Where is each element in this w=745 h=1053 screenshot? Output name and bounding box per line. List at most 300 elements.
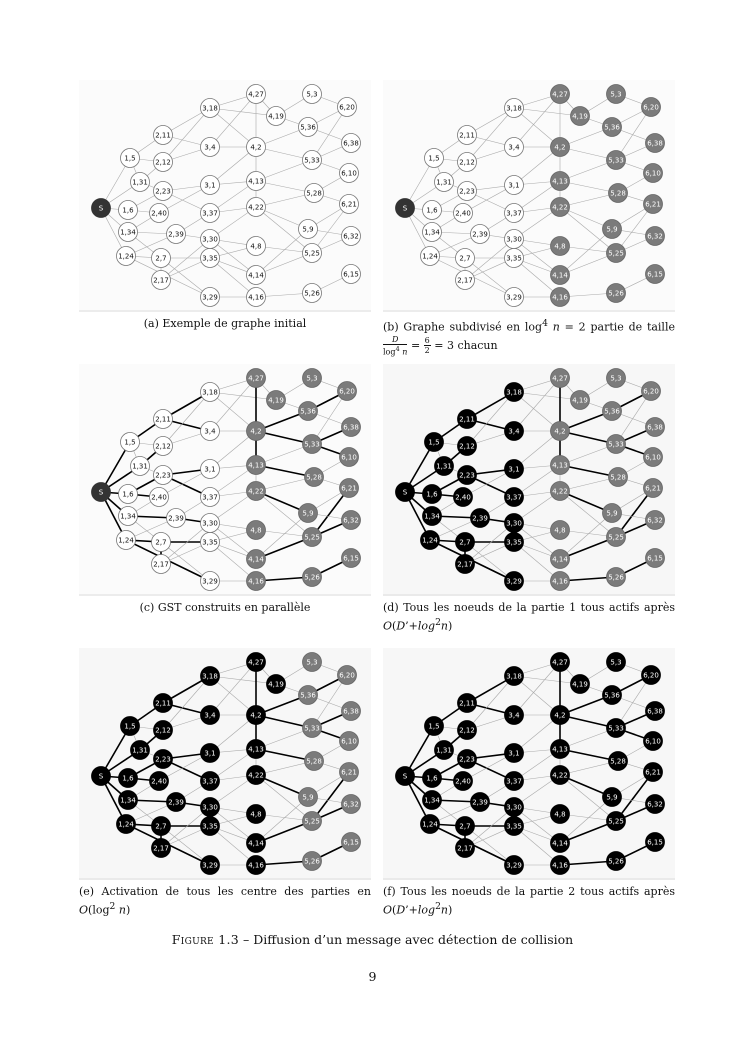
node-4-2 [247,706,266,725]
node-label: 5,3 [610,90,622,99]
node-4-8 [551,805,570,824]
node-label: 3,18 [202,672,218,681]
node-6-10 [644,732,663,751]
node-6-20 [338,382,357,401]
node-3-4 [201,422,220,441]
node-5-26 [303,568,322,587]
node-5-25 [607,812,626,831]
node-label: 2,39 [472,514,488,523]
node-3-4 [201,706,220,725]
node-4-22 [247,198,266,217]
node-label: 3,30 [506,519,522,528]
node-4-27 [551,85,570,104]
node-label: 4,2 [554,427,566,436]
node-label: 3,35 [202,254,218,263]
node-label: 4,19 [268,396,284,405]
node-3-18 [505,383,524,402]
node-label: 5,3 [610,658,622,667]
node-1-24 [421,531,440,550]
node-2-12 [458,153,477,172]
node-5-26 [607,284,626,303]
node-6-21 [340,479,359,498]
node-label: 4,14 [248,271,264,280]
node-1-5 [425,149,444,168]
node-label: 4,14 [248,839,264,848]
node-4-14 [247,266,266,285]
node-6-10 [340,732,359,751]
node-label: 4,14 [248,555,264,564]
node-label: 3,37 [506,209,522,218]
node-4-14 [247,550,266,569]
node-5-9 [299,504,318,523]
node-1-6 [423,769,442,788]
node-label: 2,11 [459,699,475,708]
node-5-36 [603,686,622,705]
node-3-18 [201,667,220,686]
node-6-15 [646,549,665,568]
node-4-16 [551,856,570,875]
node-label: 5,33 [608,724,624,733]
node-label: 1,5 [428,438,440,447]
node-label: 6,10 [341,737,357,746]
node-5-9 [603,504,622,523]
node-1-34 [423,791,442,810]
node-label: 3,35 [506,538,522,547]
node-label: 3,18 [506,104,522,113]
node-label: 4,19 [572,112,588,121]
node-label: 3,1 [508,749,520,758]
node-label: 6,10 [645,169,661,178]
node-2-23 [154,750,173,769]
caption-d: (d) Tous les noeuds de la partie 1 tous actifs après $O(D’+\log^2n)$ [383,601,675,633]
node-label: 4,16 [248,861,264,870]
node-s [92,199,111,218]
node-label: 2,40 [151,493,167,502]
node-2-7 [152,817,171,836]
node-4-13 [247,456,266,475]
node-4-16 [247,572,266,591]
node-label: 6,10 [341,453,357,462]
node-label: 1,5 [124,154,136,163]
node-2-7 [152,533,171,552]
node-1-5 [425,717,444,736]
node-3-1 [505,460,524,479]
node-6-32 [646,227,665,246]
node-label: 2,7 [459,822,471,831]
node-label: 2,7 [155,538,167,547]
node-2-12 [154,153,173,172]
node-4-2 [247,138,266,157]
node-3-18 [201,383,220,402]
node-label: 2,39 [168,798,184,807]
node-label: 5,36 [604,123,620,132]
node-3-35 [505,533,524,552]
node-label: 4,19 [268,112,284,121]
node-label: 2,23 [155,187,171,196]
node-label: 5,3 [306,90,318,99]
node-6-32 [342,511,361,530]
node-1-24 [117,815,136,834]
node-label: 3,35 [202,538,218,547]
node-2-11 [154,694,173,713]
node-4-14 [551,550,570,569]
node-1-6 [119,769,138,788]
node-label: 1,24 [422,820,438,829]
node-3-1 [201,744,220,763]
node-2-11 [154,126,173,145]
node-5-33 [607,151,626,170]
node-label: 4,14 [552,839,568,848]
node-1-6 [423,485,442,504]
node-label: 5,33 [304,724,320,733]
node-label: 4,14 [552,271,568,280]
node-label: 5,36 [604,407,620,416]
node-label: 4,27 [552,374,568,383]
node-5-9 [299,220,318,239]
node-label: 3,29 [202,861,218,870]
node-label: 2,12 [459,442,475,451]
node-5-36 [603,402,622,421]
node-label: 1,31 [132,178,148,187]
node-5-33 [607,435,626,454]
node-1-24 [421,815,440,834]
node-2-40 [150,204,169,223]
node-4-27 [551,653,570,672]
node-2-23 [154,466,173,485]
node-label: 5,25 [304,817,320,826]
node-5-28 [609,752,628,771]
node-1-5 [121,149,140,168]
node-label: 5,28 [610,189,626,198]
node-label: 2,23 [155,755,171,764]
node-label: 5,25 [304,533,320,542]
node-3-37 [201,204,220,223]
node-label: 3,37 [202,777,218,786]
node-3-30 [201,230,220,249]
node-2-17 [152,555,171,574]
node-label: 6,32 [647,232,663,241]
node-label: 4,8 [250,526,262,535]
node-3-30 [505,230,524,249]
node-label: 5,28 [306,189,322,198]
node-label: 5,25 [608,249,624,258]
node-6-15 [342,265,361,284]
node-5-9 [299,788,318,807]
node-label: 5,28 [306,757,322,766]
node-6-32 [342,795,361,814]
node-label: 5,26 [304,857,320,866]
node-label: 3,18 [506,388,522,397]
node-4-8 [247,805,266,824]
node-label: 6,15 [343,838,359,847]
node-label: 4,16 [552,577,568,586]
node-label: 3,4 [204,711,216,720]
node-label: 5,28 [610,757,626,766]
node-label: 3,29 [506,861,522,870]
node-s [396,767,415,786]
node-4-14 [551,266,570,285]
node-label: 2,11 [155,699,171,708]
node-label: 5,9 [302,225,314,234]
node-3-4 [505,706,524,725]
node-2-12 [154,437,173,456]
node-4-19 [267,391,286,410]
node-4-2 [551,422,570,441]
node-label: 2,7 [155,254,167,263]
node-1-5 [121,433,140,452]
node-label: 6,10 [341,169,357,178]
node-label: 5,9 [606,225,618,234]
node-label: 4,19 [268,680,284,689]
node-label: 5,33 [304,440,320,449]
node-label: 3,37 [506,777,522,786]
node-1-31 [435,741,454,760]
panel-b-graph [383,80,675,312]
node-label: 3,37 [202,493,218,502]
node-1-5 [425,433,444,452]
node-label: 6,20 [339,387,355,396]
node-5-9 [603,788,622,807]
node-label: 3,30 [202,519,218,528]
node-label: 4,16 [248,293,264,302]
node-label: 6,15 [343,270,359,279]
node-label: 4,22 [552,203,568,212]
node-1-34 [119,507,138,526]
node-3-4 [505,422,524,441]
node-label: 6,38 [647,139,663,148]
node-label: 6,32 [343,800,359,809]
node-4-22 [551,766,570,785]
node-5-28 [305,184,324,203]
node-label: 6,20 [643,387,659,396]
node-4-13 [551,172,570,191]
node-2-12 [458,437,477,456]
node-label: 1,34 [120,228,136,237]
node-label: 6,20 [339,671,355,680]
node-label: 4,8 [554,242,566,251]
node-label: 2,39 [168,514,184,523]
graph-svg [383,364,675,596]
node-label: 4,27 [248,374,264,383]
node-label: 4,2 [554,711,566,720]
node-6-10 [644,448,663,467]
node-label: 4,8 [250,242,262,251]
node-3-29 [201,572,220,591]
node-6-38 [646,418,665,437]
node-label: 1,6 [122,774,134,783]
node-label: 6,21 [341,484,357,493]
node-label: 3,18 [202,104,218,113]
node-label: 2,12 [459,158,475,167]
node-label: 5,26 [608,289,624,298]
node-4-16 [551,572,570,591]
node-label: 6,21 [341,768,357,777]
node-label: 2,12 [459,726,475,735]
node-5-3 [303,653,322,672]
node-2-7 [456,249,475,268]
node-label: 2,40 [455,777,471,786]
node-5-33 [303,435,322,454]
node-label: 6,32 [343,516,359,525]
node-label: 4,8 [554,810,566,819]
node-label: 5,9 [302,509,314,518]
node-4-8 [247,521,266,540]
node-3-29 [201,856,220,875]
node-1-31 [435,173,454,192]
node-label: 2,11 [459,415,475,424]
node-5-36 [299,402,318,421]
node-2-39 [167,793,186,812]
node-6-38 [342,134,361,153]
node-label: 5,36 [300,123,316,132]
node-label: 1,31 [436,462,452,471]
node-3-37 [505,204,524,223]
node-1-6 [119,485,138,504]
node-label: 4,13 [248,461,264,470]
node-label: 3,18 [506,672,522,681]
node-label: 5,28 [306,473,322,482]
node-2-39 [471,225,490,244]
node-6-38 [342,418,361,437]
node-label: 1,31 [132,462,148,471]
node-2-17 [152,839,171,858]
node-label: 2,17 [153,276,169,285]
node-label: S [98,204,104,213]
node-label: 6,21 [645,768,661,777]
panel-f-graph [383,648,675,880]
node-label: 6,38 [647,423,663,432]
node-label: 1,31 [436,178,452,187]
node-label: 2,40 [151,777,167,786]
node-3-1 [505,176,524,195]
node-3-18 [201,99,220,118]
node-5-3 [303,85,322,104]
node-6-38 [646,134,665,153]
node-6-21 [644,195,663,214]
node-6-10 [644,164,663,183]
node-3-18 [505,99,524,118]
graph-svg [383,80,675,312]
node-label: S [402,488,408,497]
node-label: 1,6 [426,774,438,783]
figure-caption-text: – Diffusion d’un message avec détection de collision [242,932,574,947]
node-label: 3,1 [204,749,216,758]
node-label: 4,16 [552,861,568,870]
node-label: 3,1 [508,181,520,190]
node-label: 1,6 [426,490,438,499]
node-label: 3,1 [508,465,520,474]
node-4-8 [247,237,266,256]
node-4-16 [551,288,570,307]
node-label: 5,33 [608,156,624,165]
node-label: 4,22 [552,487,568,496]
node-label: 6,32 [647,800,663,809]
node-label: 1,5 [428,154,440,163]
node-6-21 [644,479,663,498]
node-label: 6,21 [341,200,357,209]
node-1-31 [131,173,150,192]
node-label: S [402,204,408,213]
node-label: 4,2 [250,711,262,720]
node-label: 5,25 [608,533,624,542]
node-2-17 [456,271,475,290]
node-label: 6,21 [645,484,661,493]
node-5-26 [303,852,322,871]
node-2-17 [152,271,171,290]
node-label: 1,5 [124,438,136,447]
node-label: 4,27 [248,658,264,667]
node-4-14 [247,834,266,853]
node-2-7 [456,817,475,836]
node-label: 1,24 [422,252,438,261]
node-label: 4,16 [248,577,264,586]
node-label: 3,1 [204,465,216,474]
node-label: 6,32 [647,516,663,525]
node-3-29 [505,856,524,875]
node-1-31 [131,741,150,760]
node-4-8 [551,237,570,256]
node-label: 4,22 [248,203,264,212]
node-2-40 [150,772,169,791]
node-label: 4,13 [552,461,568,470]
node-label: 2,40 [151,209,167,218]
node-label: 5,3 [306,374,318,383]
node-label: 4,22 [248,771,264,780]
node-label: 5,26 [304,573,320,582]
node-1-5 [121,717,140,736]
node-6-20 [642,98,661,117]
node-4-27 [247,653,266,672]
node-label: 3,35 [506,254,522,263]
node-label: 4,13 [248,177,264,186]
node-label: 5,33 [304,156,320,165]
node-3-29 [505,572,524,591]
node-label: 2,40 [455,493,471,502]
node-s [92,767,111,786]
panel-a-graph [79,80,371,312]
node-label: 4,13 [552,177,568,186]
node-4-22 [247,766,266,785]
node-label: 2,23 [155,471,171,480]
node-label: 5,28 [610,473,626,482]
node-label: 4,27 [248,90,264,99]
node-3-35 [201,249,220,268]
node-4-19 [571,107,590,126]
node-label: 4,22 [552,771,568,780]
node-1-34 [119,791,138,810]
node-label: 1,6 [122,206,134,215]
node-2-39 [471,793,490,812]
node-label: 2,7 [459,254,471,263]
node-label: 5,36 [300,407,316,416]
panel-c-graph [79,364,371,596]
node-6-20 [338,98,357,117]
node-label: 3,4 [508,711,520,720]
node-3-37 [505,772,524,791]
node-label: 3,30 [202,235,218,244]
node-5-33 [607,719,626,738]
node-label: 3,4 [508,427,520,436]
node-label: 3,29 [202,577,218,586]
node-5-25 [607,528,626,547]
node-3-37 [201,772,220,791]
node-1-6 [423,201,442,220]
node-2-40 [454,772,473,791]
node-2-40 [454,204,473,223]
node-3-4 [505,138,524,157]
node-3-37 [505,488,524,507]
node-label: 1,6 [426,206,438,215]
